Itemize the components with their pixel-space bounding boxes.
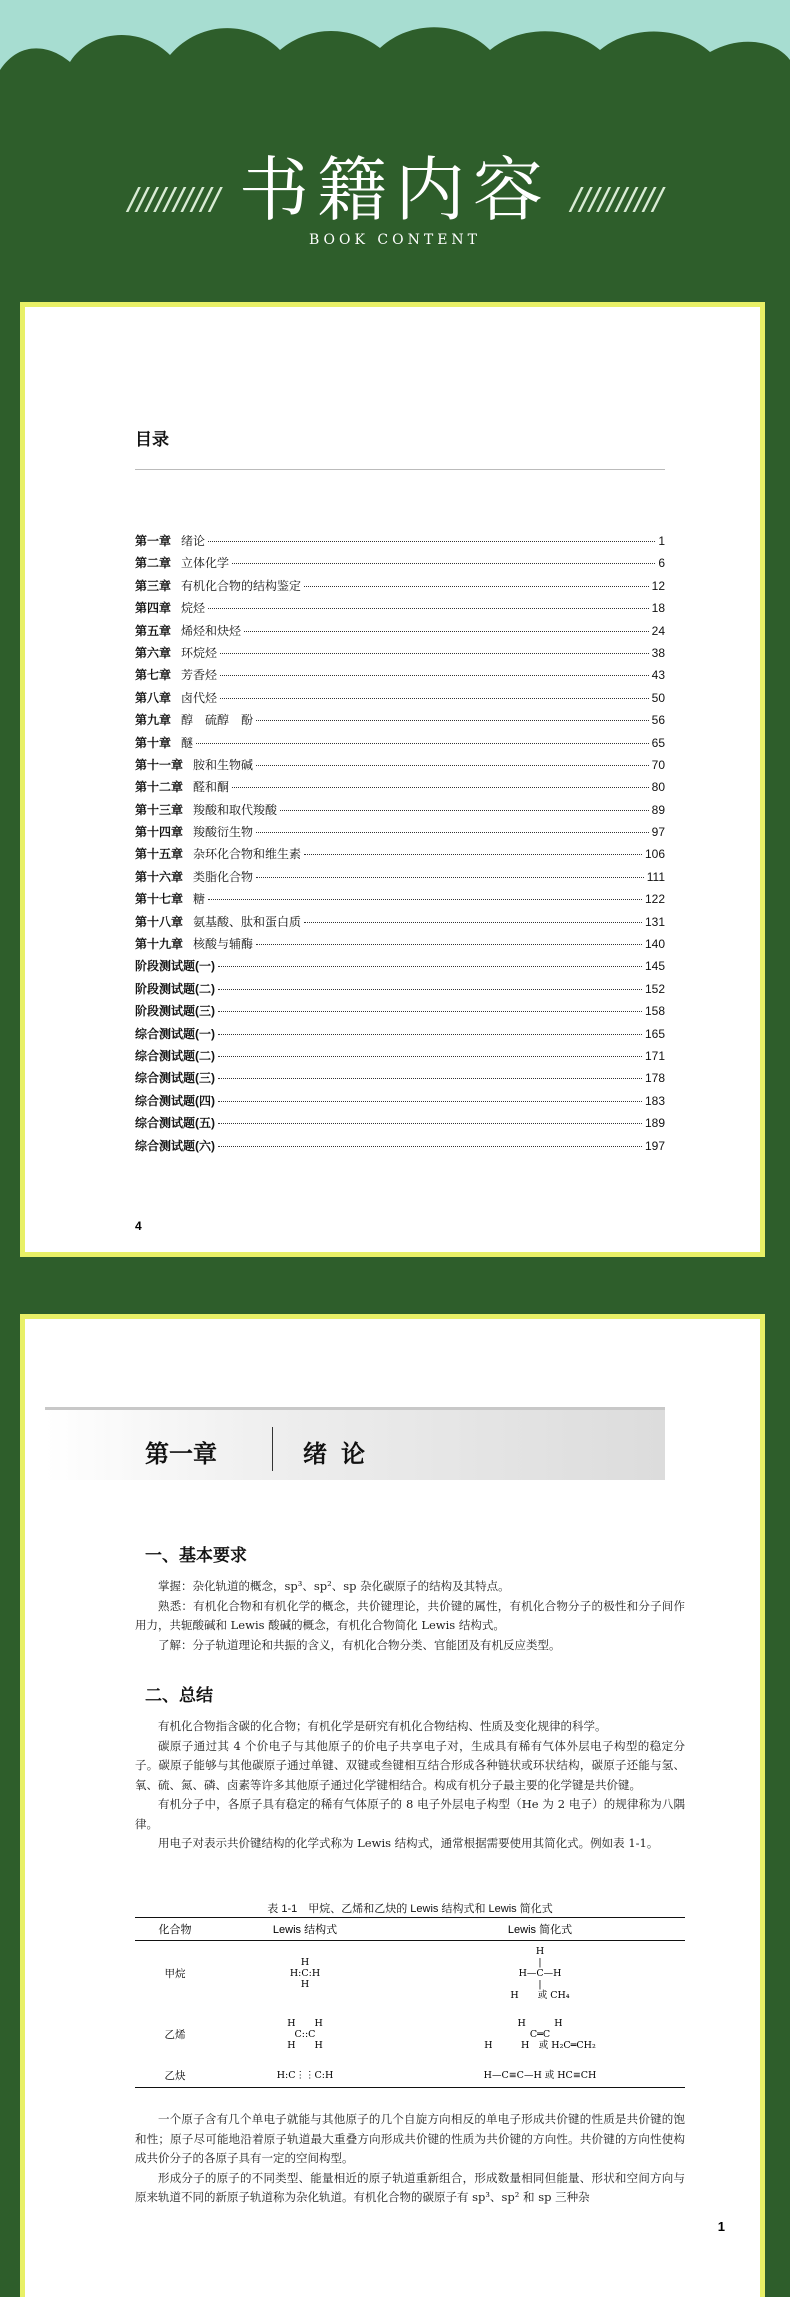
toc-chapter-name: 羧酸衍生物 [193, 825, 254, 840]
toc-page-number: 24 [651, 623, 665, 638]
toc-row[interactable] [135, 890, 665, 912]
toc-row[interactable] [135, 868, 665, 890]
requirement-line: 熟悉：有机化合物和有机化学的概念，共价键理论，共价键的属性，有机化合物分子的极性和分子间作用力，共轭酸碱和 Lewis 酸碱的概念，有机化合物简化 Lewis 结构式。 [135, 1598, 685, 1632]
toc-chapter-name: 卤代烃 [181, 690, 218, 705]
toc-row[interactable] [135, 935, 665, 957]
requirement-line: 掌握：杂化轨道的概念，sp³、sp²、sp 杂化碳原子的结构及其特点。 [158, 1579, 510, 1593]
toc-row[interactable] [135, 554, 665, 576]
toc-page-number: 38 [651, 645, 665, 660]
toc-page-number: 165 [644, 1026, 665, 1041]
toc-row[interactable] [135, 644, 665, 666]
lewis-table [135, 1917, 685, 2088]
toc-chapter-number: 第十九章 [135, 937, 184, 952]
toc-row[interactable] [135, 756, 665, 778]
table-header-cell: 化合物 [158, 1924, 192, 1936]
toc-page-number: 50 [651, 690, 665, 705]
toc-chapter-number: 综合测试题(二) [135, 1048, 215, 1063]
toc-chapter-name: 核酸与辅酶 [193, 937, 254, 952]
table-row [135, 1941, 685, 2005]
toc-chapter-number: 第七章 [135, 668, 172, 683]
toc-row[interactable] [135, 689, 665, 711]
toc-leader-dots [280, 810, 649, 811]
toc-chapter-number: 阶段测试题(二) [135, 981, 215, 996]
toc-leader-dots [218, 1123, 642, 1124]
toc-leader-dots [256, 832, 649, 833]
toc-divider [135, 469, 665, 470]
toc-leader-dots [304, 854, 642, 855]
lewis-simple-cell: H—C≡C—H 或 HC≡CH [483, 2070, 597, 2081]
toc-chapter-number: 第八章 [135, 690, 172, 705]
summary-paragraph: 有机分子中，各原子具有稳定的稀有气体原子的 8 电子外层电子构型（He 为 2 电子）的规律称为八隅律。 [135, 1797, 685, 1831]
toc-chapter-name: 立体化学 [181, 556, 230, 571]
toc-row[interactable] [135, 823, 665, 845]
toc-page-number: 43 [651, 668, 665, 683]
toc-chapter-number: 第十三章 [135, 802, 184, 817]
toc-chapter-name: 胺和生物碱 [193, 757, 254, 772]
summary-paragraph: 有机化合物指含碳的化合物；有机化学是研究有机化合物结构、性质及变化规律的科学。 [158, 1719, 607, 1733]
toc-leader-dots [218, 1078, 642, 1079]
toc-page-number: 197 [644, 1138, 665, 1153]
toc-page-number: 145 [644, 959, 665, 974]
toc-leader-dots [218, 1146, 642, 1147]
toc-chapter-number: 第六章 [135, 645, 172, 660]
toc-chapter-number: 第三章 [135, 578, 172, 593]
toc-chapter-number: 综合测试题(六) [135, 1138, 215, 1153]
toc-row[interactable] [135, 1114, 665, 1136]
toc-page-number: 152 [644, 981, 665, 996]
toc-chapter-name: 羧酸和取代羧酸 [193, 802, 278, 817]
chapter-page-card [20, 1314, 765, 2297]
toc-chapter-name: 醛和酮 [193, 780, 230, 795]
lewis-structure-cell: H H C::C H H [287, 2017, 323, 2051]
requirements-text [135, 1577, 685, 1655]
toc-page-number: 111 [646, 869, 665, 884]
toc-chapter-number: 第十六章 [135, 869, 184, 884]
toc-leader-dots [256, 720, 649, 721]
toc-chapter-name: 烷烃 [181, 601, 206, 616]
toc-row[interactable] [135, 1069, 665, 1091]
toc-list [135, 532, 665, 1159]
toc-chapter-name: 醇 硫醇 酚 [181, 713, 254, 728]
table-header-cell: Lewis 简化式 [507, 1924, 573, 1936]
toc-chapter-number: 第十二章 [135, 780, 184, 795]
toc-chapter-number: 第二章 [135, 556, 172, 571]
toc-leader-dots [304, 922, 642, 923]
chapter-number: 第一章 [145, 1440, 217, 1468]
summary-paragraph: 碳原子通过其 4 个价电子与其他原子的价电子共享电子对，生成具有稀有气体外层电子构型的稳定分子。碳原子能够与其他碳原子通过单键、双键或叁键相互结合形成各种链状或环状结构，碳原子还能与氢、氧、硫、氮、磷、卤素等许多其他原子通过化学键相结合。构成有机分子最主要的化学键是共价键。 [135, 1738, 685, 1792]
toc-page-number: 122 [644, 892, 665, 907]
toc-chapter-name: 有机化合物的结构鉴定 [181, 578, 302, 593]
toc-page-number: 97 [651, 825, 665, 840]
summary-paragraph: 用电子对表示共价键结构的化学式称为 Lewis 结构式，通常根据需要使用其简化式。例如表 1-1。 [158, 1836, 659, 1850]
toc-row[interactable] [135, 599, 665, 621]
toc-page-number: 158 [644, 1004, 665, 1019]
toc-leader-dots [218, 989, 642, 990]
table-caption: 表 1-1 甲烷、乙烯和乙炔的 Lewis 结构式和 Lewis 简化式 [267, 1903, 553, 1915]
page-number: 4 [135, 1219, 142, 1233]
chapter-separator [272, 1427, 273, 1471]
toc-row[interactable] [135, 913, 665, 935]
toc-page-number: 140 [644, 937, 665, 952]
toc-chapter-number: 综合测试题(五) [135, 1116, 215, 1131]
toc-row[interactable] [135, 1047, 665, 1069]
lewis-structure-cell: H H:C:H H [289, 1956, 321, 1990]
lewis-structure-cell: H:C⋮⋮C:H [276, 2070, 334, 2081]
toc-page-number: 18 [651, 601, 665, 616]
toc-chapter-number: 综合测试题(四) [135, 1093, 215, 1108]
toc-leader-dots [244, 631, 649, 632]
toc-chapter-number: 综合测试题(一) [135, 1026, 215, 1041]
toc-leader-dots [196, 743, 649, 744]
table-row [135, 2005, 685, 2063]
toc-leader-dots [220, 675, 649, 676]
toc-chapter-name: 类脂化合物 [193, 869, 254, 884]
toc-chapter-name: 绪论 [181, 534, 206, 548]
toc-page-number: 106 [644, 847, 665, 862]
toc-page-number: 12 [651, 578, 665, 593]
page-subtitle: BOOK CONTENT [309, 232, 481, 248]
toc-leader-dots [232, 787, 649, 788]
toc-row[interactable] [135, 666, 665, 688]
toc-chapter-name: 芳香烃 [181, 668, 218, 683]
toc-leader-dots [304, 586, 649, 587]
toc-chapter-name: 杂环化合物和维生素 [193, 847, 302, 862]
compound-cell: 甲烷 [164, 1967, 186, 1980]
toc-chapter-name: 烯烃和炔烃 [181, 623, 242, 638]
page-title: 书籍内容 [239, 149, 551, 231]
toc-row[interactable] [135, 1025, 665, 1047]
toc-row[interactable] [135, 1092, 665, 1114]
toc-chapter-number: 第四章 [135, 601, 172, 616]
toc-chapter-number: 第一章 [135, 534, 172, 548]
toc-leader-dots [218, 1101, 642, 1102]
toc-row[interactable] [135, 957, 665, 979]
toc-leader-dots [208, 899, 642, 900]
toc-row[interactable] [135, 845, 665, 867]
lewis-simple-cell: H | H—C—H | H 或 CH₄ [510, 1945, 570, 2001]
toc-row[interactable] [135, 711, 665, 733]
header-decoration-right: ////////// [570, 182, 662, 217]
toc-chapter-name: 氨基酸、肽和蛋白质 [193, 914, 302, 929]
toc-leader-dots [256, 944, 642, 945]
table-header [135, 1918, 685, 1941]
toc-page-number: 65 [651, 735, 665, 750]
toc-chapter-number: 第十一章 [135, 757, 184, 772]
requirement-line: 了解：分子轨道理论和共振的含义，有机化合物分类、官能团及有机反应类型。 [158, 1637, 561, 1652]
toc-row[interactable] [135, 1002, 665, 1024]
toc-page-number: 56 [651, 713, 665, 728]
toc-page-number: 80 [651, 780, 665, 795]
lewis-simple-cell: H H C═C H H 或 H₂C═CH₂ [484, 2017, 596, 2051]
toc-chapter-number: 第十七章 [135, 892, 184, 907]
toc-page-card [20, 302, 765, 1257]
toc-chapter-name: 醚 [181, 735, 194, 750]
toc-leader-dots [208, 608, 649, 609]
table-header-cell: Lewis 结构式 [272, 1924, 338, 1936]
toc-page-number: 6 [658, 556, 665, 571]
toc-page-number: 1 [658, 534, 665, 548]
toc-page-number: 189 [644, 1116, 665, 1131]
toc-row[interactable] [135, 532, 665, 554]
toc-page-number: 70 [651, 757, 665, 772]
header [0, 150, 790, 248]
body-paragraph: 形成分子的原子的不同类型、能量相近的原子轨道重新组合，形成数量相同但能量、形状和空间方向与原来轨道不同的新原子轨道称为杂化轨道。有机化合物的碳原子有 sp³、sp² 和 sp 三种杂 [135, 2170, 685, 2204]
toc-leader-dots [218, 966, 642, 967]
body-text [135, 2110, 685, 2208]
body-paragraph: 一个原子含有几个单电子就能与其他原子的几个自旋方向相反的单电子形成共价键的性质是共价键的饱和性；原子尽可能地沿着原子轨道最大重叠方向形成共价键的性质为共价键的方向性。共价键的方向性使构成共价分子的各原子具有一定的空间构型。 [135, 2112, 685, 2165]
toc-chapter-number: 第五章 [135, 623, 172, 638]
toc-chapter-name: 环烷烃 [181, 645, 218, 660]
toc-row[interactable] [135, 622, 665, 644]
toc-leader-dots [256, 765, 649, 766]
toc-chapter-number: 第十八章 [135, 914, 184, 929]
toc-chapter-number: 第十章 [135, 735, 172, 750]
toc-row[interactable] [135, 577, 665, 599]
toc-page-number: 171 [644, 1048, 665, 1063]
toc-row[interactable] [135, 1137, 665, 1159]
header-decoration-left: ////////// [128, 182, 220, 217]
toc-chapter-number: 第十四章 [135, 825, 184, 840]
toc-leader-dots [220, 698, 649, 699]
toc-page-number: 89 [651, 802, 665, 817]
toc-chapter-name: 糖 [193, 892, 206, 907]
summary-text [135, 1717, 685, 1854]
header-wave-background [0, 0, 790, 110]
toc-leader-dots [218, 1011, 642, 1012]
page-number: 1 [717, 2219, 725, 2234]
toc-leader-dots [256, 877, 644, 878]
section-title: 二、总结 [145, 1686, 213, 1705]
compound-cell: 乙炔 [164, 2069, 186, 2082]
toc-row[interactable] [135, 801, 665, 823]
toc-row[interactable] [135, 778, 665, 800]
section-title: 一、基本要求 [145, 1546, 247, 1565]
toc-page-number: 183 [644, 1093, 665, 1108]
toc-page-number: 131 [644, 914, 665, 929]
toc-leader-dots [218, 1034, 642, 1035]
toc-leader-dots [232, 563, 655, 564]
toc-chapter-number: 综合测试题(三) [135, 1071, 215, 1086]
chapter-name: 绪论 [303, 1441, 379, 1468]
toc-leader-dots [220, 653, 649, 654]
toc-page-number: 178 [644, 1071, 665, 1086]
toc-chapter-number: 阶段测试题(三) [135, 1004, 215, 1019]
toc-row[interactable] [135, 734, 665, 756]
toc-title: 目录 [135, 430, 169, 449]
toc-chapter-number: 第九章 [135, 713, 172, 728]
toc-chapter-number: 第十五章 [135, 847, 184, 862]
compound-cell: 乙烯 [164, 2028, 186, 2041]
table-row [135, 2063, 685, 2087]
toc-leader-dots [218, 1056, 642, 1057]
toc-row[interactable] [135, 980, 665, 1002]
toc-chapter-number: 阶段测试题(一) [135, 959, 215, 974]
toc-leader-dots [208, 541, 655, 542]
